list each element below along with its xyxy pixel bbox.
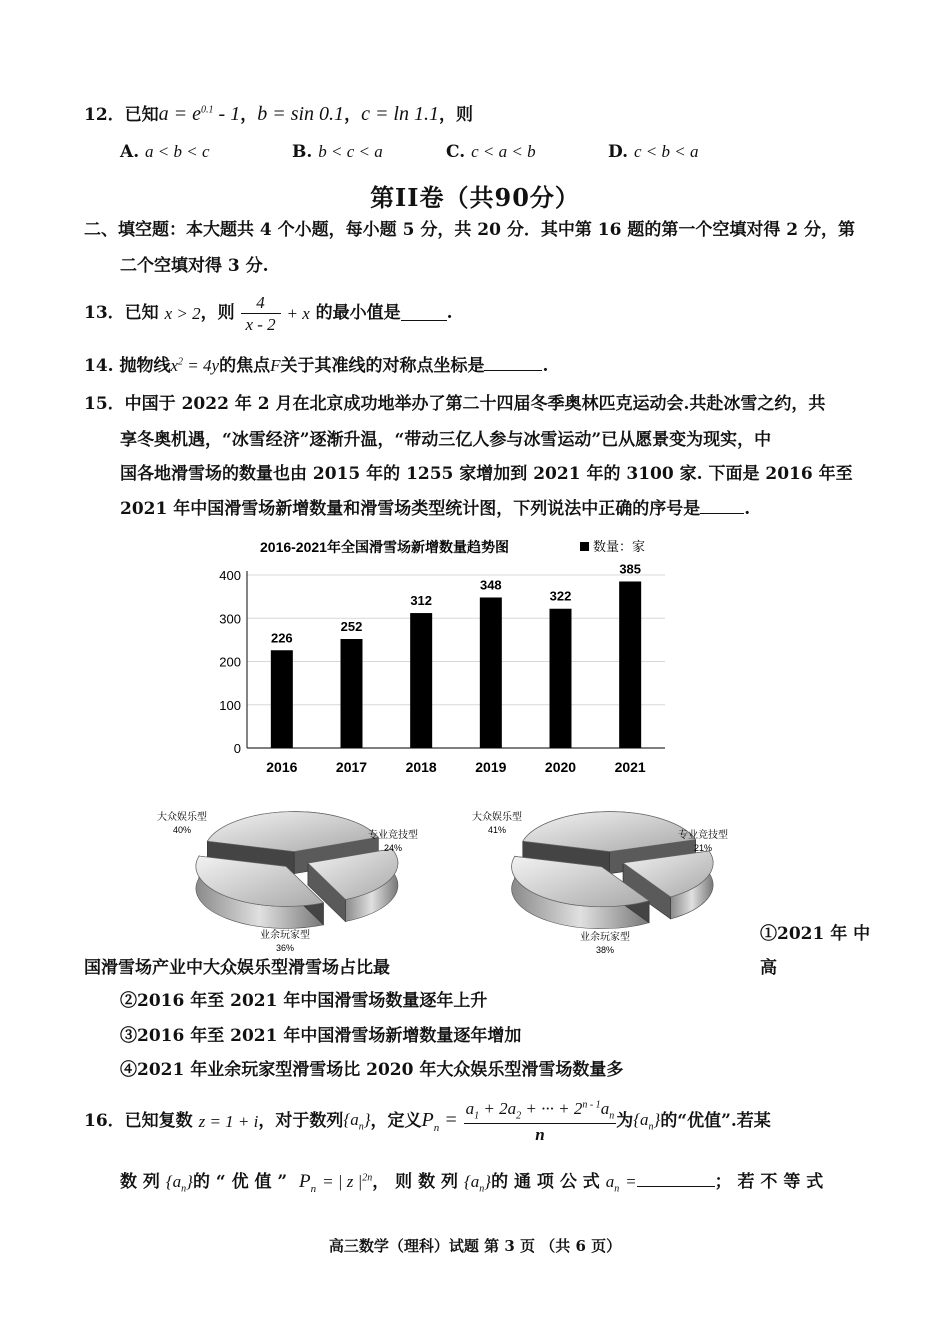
q16-P-sub: n xyxy=(433,1121,440,1134)
q14-lead: 抛物线 xyxy=(119,356,171,376)
bar xyxy=(271,650,293,748)
y-tick-label: 100 xyxy=(219,697,241,713)
q12-sep: ， xyxy=(240,105,258,125)
q12-tail: ，则 xyxy=(439,105,473,125)
pie-percent: 40% xyxy=(172,825,192,835)
question-16-line1 xyxy=(84,1100,884,1143)
q16-seq-n: n xyxy=(479,1183,485,1195)
q16-mid2: ，定义 xyxy=(370,1111,422,1132)
pie-percent: 41% xyxy=(487,825,507,835)
option-label: C. xyxy=(446,142,466,162)
q16-l2d: ， 则 数 列 xyxy=(372,1172,459,1192)
q13-then: ，则 xyxy=(200,303,235,323)
statement-1-right-b: 高 xyxy=(760,958,777,978)
q16-seq-a: {a xyxy=(165,1172,182,1191)
legend-label: 数量：家 xyxy=(593,539,646,554)
q16-seq xyxy=(343,1111,370,1132)
pie-percent: 38% xyxy=(595,945,615,955)
chart-title: 2016-2021年全国滑雪场新增数量趋势图 xyxy=(260,539,509,555)
q16-seq-close: } xyxy=(484,1172,492,1191)
pie-label: 业余玩家型 xyxy=(580,932,630,943)
q16-pn2 xyxy=(299,1172,316,1195)
option-b xyxy=(292,143,383,161)
bar-value-label: 226 xyxy=(270,630,293,646)
q16-seq-n: n xyxy=(358,1121,364,1133)
q16-seq2 xyxy=(633,1111,660,1132)
q13-fraction xyxy=(241,294,281,333)
q16-denominator: n xyxy=(535,1125,545,1145)
x-tick-label: 2018 xyxy=(405,759,437,775)
statement-1-left: 国滑雪场产业中大众娱乐型滑雪场占比最 xyxy=(84,958,390,978)
y-tick-label: 0 xyxy=(233,741,241,756)
q13-numerator: 4 xyxy=(241,294,281,314)
q12-c-expr: c = ln 1.1 xyxy=(361,103,439,125)
pie-label: 专业竞技型 xyxy=(368,830,418,841)
question-15-line1 xyxy=(84,396,825,413)
statement-2: ②2016 年至 2021 年中国滑雪场数量逐年上升 xyxy=(120,991,488,1011)
q16-P: P xyxy=(299,1171,311,1192)
pie-percent: 21% xyxy=(693,843,713,853)
q13-denominator: x - 2 xyxy=(245,315,276,334)
bar xyxy=(341,639,363,748)
pie-label: 业余玩家型 xyxy=(260,930,310,941)
q15-end: . xyxy=(744,499,751,519)
q16-seq3 xyxy=(166,1173,193,1194)
statement-4: ④2021 年业余玩家型滑雪场比 2020 年大众娱乐型滑雪场数量多 xyxy=(120,1060,624,1080)
q16-absz xyxy=(322,1173,372,1190)
option-a xyxy=(120,143,210,161)
q16-l2b: 的 “ 优 值 ” xyxy=(192,1172,288,1192)
q12-a-expr xyxy=(159,103,241,125)
q13-lead: 已知 xyxy=(124,303,159,323)
q14-mid: 的焦点 xyxy=(219,356,271,376)
q16-n2: + 2a xyxy=(479,1099,517,1118)
statement-3: ③2016 年至 2021 年中国滑雪场新增数量逐年增加 xyxy=(120,1026,522,1046)
y-tick-label: 200 xyxy=(219,654,241,670)
q16-for: 为 xyxy=(616,1111,634,1132)
answer-blank[interactable] xyxy=(637,1172,715,1187)
q14-eq-base: x xyxy=(170,356,179,375)
q15-line: 2021 年中国滑雪场新增数量和滑雪场类型统计图，下列说法中正确的序号是 xyxy=(120,499,701,519)
q16-seq-close: } xyxy=(653,1110,661,1129)
q16-n2s: 2 xyxy=(516,1110,522,1122)
q16-l2c: = | z | xyxy=(322,1172,363,1191)
q16-seq-a: {a xyxy=(463,1172,480,1191)
statement-1-right-a: ①2021 年 中 xyxy=(760,924,871,944)
pie-chart-2021 xyxy=(465,800,755,960)
pie-label: 大众娱乐型 xyxy=(157,812,207,823)
question-14 xyxy=(84,356,548,375)
q14-end: . xyxy=(542,356,549,376)
answer-blank[interactable] xyxy=(700,499,744,514)
chart-grid xyxy=(247,575,665,705)
fill-in-instructions-line1: 二、填空题：本大题共 4 个小题，每小题 5 分，共 20 分．其中第 16 题的第一个空填对得 2 分，第 xyxy=(84,220,855,240)
option-text: b < c < a xyxy=(318,142,383,161)
question-15-line2: 享冬奥机遇，“冰雪经济”逐渐升温，“带动三亿人参与冰雪运动”已从愿景变为现实，中 xyxy=(120,430,772,450)
question-13 xyxy=(84,294,453,333)
x-tick-label: 2017 xyxy=(335,759,368,775)
y-tick-label: 400 xyxy=(219,568,241,583)
q16-mid1: ，对于数列 xyxy=(258,1111,344,1132)
q16-seq-a: {a xyxy=(633,1110,649,1129)
q16-seq-close: } xyxy=(363,1110,371,1129)
pie-percent: 36% xyxy=(275,943,295,953)
option-text: c < a < b xyxy=(471,142,536,161)
q16-seq-n: n xyxy=(648,1121,654,1133)
option-text: a < b < c xyxy=(145,142,210,161)
question-15-line3: 国各地滑雪场的数量也由 2015 年的 1255 家增加到 2021 年的 3100 家. 下面是 2016 年至 xyxy=(120,464,853,484)
bar-value-label: 252 xyxy=(340,619,363,635)
q14-focus: F xyxy=(270,356,281,375)
q16-fraction xyxy=(464,1100,617,1143)
pie-percent: 24% xyxy=(383,843,403,853)
question-number: 16． xyxy=(84,1111,125,1132)
q13-tail: 的最小值是 xyxy=(315,303,401,323)
bar xyxy=(410,613,432,748)
q16-an-sub: n xyxy=(614,1183,620,1195)
q16-seq-close: } xyxy=(186,1172,193,1191)
q14-eq-rest: = 4y xyxy=(183,356,220,375)
x-tick-label: 2020 xyxy=(544,759,577,775)
q16-n4s: n xyxy=(609,1110,615,1122)
section-title: 第II卷（共90分） xyxy=(370,183,580,212)
bar-value-label: 385 xyxy=(619,561,642,577)
x-tick-label: 2016 xyxy=(266,759,298,775)
q13-plus: + x xyxy=(286,304,310,323)
chart-bars xyxy=(266,561,646,775)
legend-swatch xyxy=(580,542,589,551)
q16-l2f: = xyxy=(625,1172,637,1191)
q16-l2a: 数 列 xyxy=(120,1172,160,1192)
option-label: D. xyxy=(608,142,629,162)
q14-eq-exp: 2 xyxy=(178,356,184,368)
q13-end: . xyxy=(446,303,453,323)
bar xyxy=(550,609,572,748)
q16-P: P xyxy=(421,1108,434,1131)
q12-sep: ， xyxy=(344,105,362,125)
q16-lead: 已知复数 xyxy=(124,1111,193,1132)
option-label: B. xyxy=(292,142,313,162)
option-text: c < b < a xyxy=(633,142,699,161)
question-number: 13． xyxy=(84,303,125,323)
answer-blank[interactable] xyxy=(484,356,542,371)
q16-n4: a xyxy=(600,1099,610,1118)
fill-in-instructions-line2: 二个空填对得 3 分. xyxy=(120,256,269,276)
q16-l2g: ； 若 不 等 式 xyxy=(714,1172,824,1192)
q13-condition: x > 2 xyxy=(164,304,201,323)
q12-b-expr: b = sin 0.1 xyxy=(257,103,345,125)
q16-z: z = 1 + i xyxy=(198,1112,259,1132)
x-tick-label: 2019 xyxy=(475,759,507,775)
question-16-line2 xyxy=(120,1172,823,1195)
q16-n1: a xyxy=(465,1099,475,1118)
option-d xyxy=(608,143,698,161)
pie-label: 专业竞技型 xyxy=(678,830,728,841)
q16-P-sub: n xyxy=(310,1182,317,1195)
q16-an: $a_n$ xyxy=(605,1172,620,1195)
y-tick-label: 300 xyxy=(219,611,241,627)
q15-line: 中国于 2022 年 2 月在北京成功地举办了第二十四届冬季奥林匹克运动会.共赴冰雪之约，共 xyxy=(124,394,826,414)
q12-a: a = e xyxy=(158,103,202,125)
q16-seq-n: n xyxy=(181,1183,187,1195)
q16-seq4 xyxy=(464,1173,491,1194)
question-number: 12． xyxy=(84,105,125,125)
q16-eq: = xyxy=(439,1108,458,1131)
answer-blank[interactable] xyxy=(401,306,447,321)
option-label: A. xyxy=(120,142,140,162)
page-footer: 高三数学（理科）试题 第 3 页 （共 6 页） xyxy=(328,1237,622,1255)
q16-l2c-exp: 2n xyxy=(362,1172,373,1184)
bar-value-label: 312 xyxy=(410,593,433,609)
q16-numerator xyxy=(464,1100,617,1124)
bar xyxy=(619,581,641,748)
q16-youzhi: 的“优值”.若某 xyxy=(660,1111,771,1132)
bar-value-label: 348 xyxy=(479,577,502,593)
q14-tail: 关于其准线的对称点坐标是 xyxy=(280,356,485,376)
question-12 xyxy=(84,104,473,124)
bar-chart xyxy=(200,530,680,780)
pie-chart-2020 xyxy=(150,800,440,960)
q14-equation xyxy=(171,356,220,375)
q16-l2e: 的 通 项 公 式 xyxy=(491,1172,600,1192)
question-15-line4 xyxy=(120,499,750,518)
q16-seq-a: {a xyxy=(343,1110,359,1129)
q16-n3: + ··· + 2 xyxy=(521,1099,583,1118)
question-number: 15． xyxy=(84,394,125,414)
q16-n1s: 1 xyxy=(474,1110,480,1122)
q16-n3e: n - 1 xyxy=(582,1099,601,1111)
q12-a-tail: - 1 xyxy=(213,103,241,125)
q16-pn xyxy=(422,1110,458,1134)
pie-label: 大众娱乐型 xyxy=(472,812,522,823)
question-number: 14. xyxy=(84,356,120,376)
option-c xyxy=(446,143,536,161)
bar-value-label: 322 xyxy=(549,588,572,604)
bar xyxy=(480,597,502,748)
q12-lead: 已知 xyxy=(124,105,159,125)
x-tick-label: 2021 xyxy=(614,759,646,775)
q12-a-exp: 0.1 xyxy=(201,104,214,116)
